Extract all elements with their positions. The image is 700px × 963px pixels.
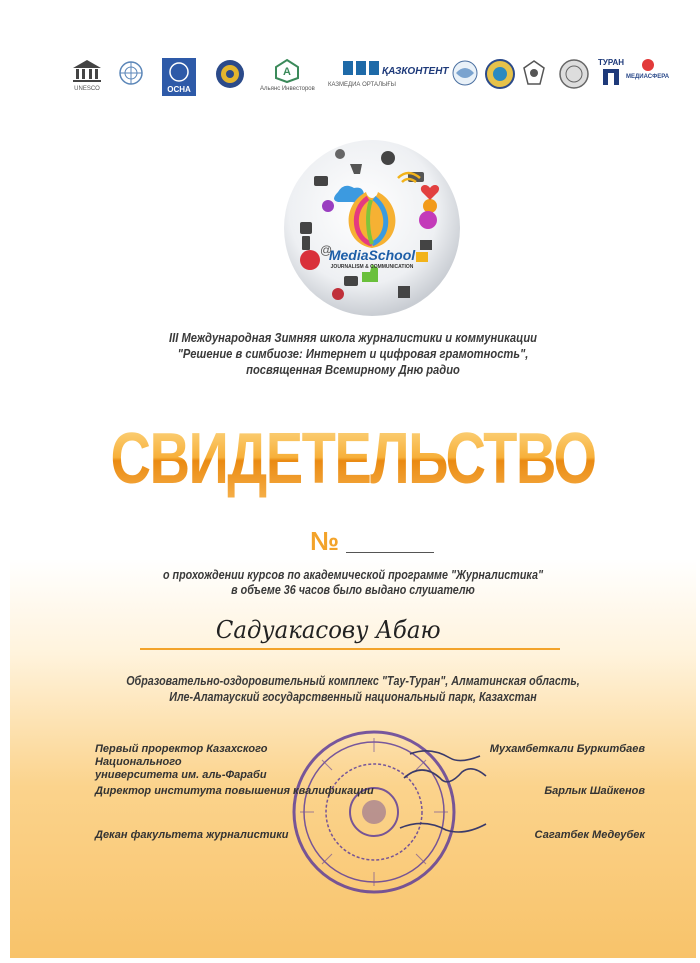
kazcontent-wordmark: ҚАЗКОНТЕНТ [382, 66, 449, 77]
mediaschool-subtitle: JOURNALISM & COMMUNICATION [330, 264, 414, 270]
kazmedia-caption: КАЗМЕДИА ОРТАЛЫҒЫ [328, 82, 396, 88]
signatory-2-role: Директор института повышения квалификации [95, 785, 374, 797]
signatory-1-role [95, 743, 345, 782]
investors-alliance-logo [260, 58, 315, 92]
certificate-number [310, 526, 470, 556]
signatory-3-name: Сагатбек Медеубек [534, 829, 645, 841]
kaznu-logo [214, 58, 246, 90]
event-title-line1: III Международная Зимняя школа журналистики и коммуникации [169, 330, 537, 345]
mediasphere-caption: МЕДИАСФЕРА [626, 74, 670, 80]
internews-logo [450, 58, 480, 88]
course-line1: о прохождении курсов по академической программе "Журналистика" [162, 568, 544, 582]
number-sign: № [310, 526, 339, 556]
un-logo [116, 58, 146, 88]
partner-logos [70, 58, 670, 108]
signatory-1-name: Мухамбеткали Буркитбаев [489, 743, 645, 755]
course-line2: в объеме 36 часов было выдано слушателю [231, 583, 475, 597]
ocha-logo [162, 58, 196, 96]
at-icon: @ [320, 243, 333, 257]
event-title [58, 330, 648, 378]
lock-icon [416, 252, 428, 262]
svg-text:A: A [283, 66, 292, 78]
unesco-logo [70, 58, 104, 92]
venue-line2: Иле-Алатауский государственный национальный парк, Казахстан [169, 690, 537, 704]
number-blank-line [346, 552, 434, 553]
university-logo [520, 58, 548, 88]
svg-text:OCHA: OCHA [167, 85, 191, 94]
certificate-page [10, 8, 696, 958]
bubble-icon [419, 211, 437, 229]
phone-icon [302, 236, 310, 250]
signatory-2-name: Барлык Шайкенов [544, 785, 645, 797]
turan-wordmark: ТУРАН [598, 58, 625, 67]
signatory-3-role: Декан факультета журналистики [95, 829, 289, 841]
investors-alliance-caption: Альянс Инвесторов [260, 86, 315, 92]
recipient-underline [140, 648, 560, 650]
kazcontent-logo [382, 58, 449, 77]
recipient [140, 614, 560, 650]
seal-logo [558, 58, 590, 90]
mediaschool-globe-logo [280, 136, 464, 320]
event-title-line3: посвященная Всемирному Дню радио [246, 362, 460, 377]
recipient-name: Садуакасову Абаю [215, 616, 441, 644]
certificate-heading: СВИДЕТЕЛЬСТВО [85, 418, 620, 500]
unesco-caption: UNESCO [74, 86, 100, 92]
camera-icon [332, 288, 344, 300]
course-description [58, 568, 648, 598]
signatory-1-role-line2: университета им. аль-Фараби [95, 769, 267, 781]
signatory-1-role-line1: Первый проректор Казахского Национального [95, 743, 268, 768]
venue-line1: Образовательно-оздоровительный комплекс "Тау-Туран", Алматинская область, [126, 674, 580, 688]
mediasphere-logo [626, 58, 669, 80]
mediaschool-name: MediaSchool [328, 247, 416, 263]
event-title-line2: "Решение в симбиозе: Интернет и цифровая грамотность", [177, 346, 529, 361]
turan-logo [598, 58, 624, 87]
venue [58, 673, 648, 705]
emblem-logo [484, 58, 516, 90]
